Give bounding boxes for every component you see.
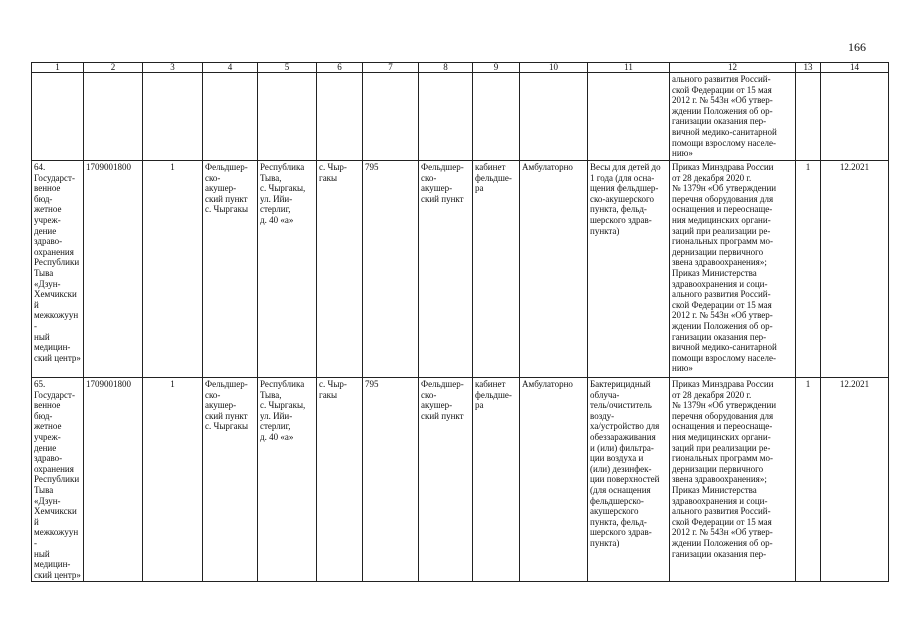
care-mode-cell: Амбулаторно bbox=[522, 379, 573, 389]
room-cell: кабинет фельдше- ра bbox=[475, 162, 512, 194]
settlement-cell: с. Чыр- гакы bbox=[319, 162, 347, 183]
column-header: 3 bbox=[143, 63, 203, 73]
column-header: 4 bbox=[203, 63, 258, 73]
column-header: 5 bbox=[258, 63, 317, 73]
equipment-table bbox=[31, 62, 889, 582]
legal-basis-cell: Приказ Минздрава России от 28 декабря 2020 г. № 1379н «Об утверждении перечня оборудования для оснащения и переоснаще- ния медицинских органи- заций при реализации ре- гиональных программ мо- дернизации первичного звена здравоохранения»; Приказ Министерства здравоохранения и соци- ального развития Россий- ской Федерации от 15 мая 2012 г. № 543н «Об утвер- ждении Положения об ор- ганизации оказания пер- вичной медико-санитарной помощи взрослому населе- нию» bbox=[672, 162, 777, 374]
date-cell: 12.2021 bbox=[839, 379, 870, 389]
count-cell: 1 bbox=[170, 379, 175, 389]
institution-name: 65. Государст- венное бюд- жетное учреж- дение здраво- охранения Республики Тыва «Дзун- Хемчикский межкожуун- ный медицин- ский центр» bbox=[34, 379, 81, 580]
column-header: 14 bbox=[821, 63, 889, 73]
table-row bbox=[32, 161, 889, 378]
column-header: 1 bbox=[32, 63, 84, 73]
column-header: 2 bbox=[84, 63, 143, 73]
room-cell: кабинет фельдше- ра bbox=[475, 379, 512, 411]
equipment-cell: Весы для детей до 1 года (для осна- щения фельдшер- ско-акушерского пункта, фельд- шерского здрав- пункта) bbox=[590, 162, 661, 236]
settlement-cell: с. Чыр- гакы bbox=[319, 379, 347, 400]
legal-basis-continuation: ального развития Россий- ской Федерации от 15 мая 2012 г. № 543н «Об утвер- ждении Положения об ор- ганизации оказания пер- вичной медико-санитарной помощи взрослому населе- нию» bbox=[672, 74, 777, 159]
address-cell: Республика Тыва, с. Чыргакы, ул. Ийи- стерлиг, д. 40 «а» bbox=[260, 162, 306, 225]
page-number: 166 bbox=[848, 40, 866, 54]
continuation-row bbox=[32, 73, 889, 161]
date-cell: 12.2021 bbox=[839, 162, 870, 172]
column-header: 6 bbox=[317, 63, 363, 73]
unit-type-cell: Фельдшер- ско- акушер- ский пункт bbox=[421, 162, 464, 204]
column-header: 9 bbox=[473, 63, 520, 73]
column-header: 12 bbox=[670, 63, 796, 73]
unit-type-cell: Фельдшер- ско- акушер- ский пункт bbox=[421, 379, 464, 421]
population-cell: 795 bbox=[365, 162, 379, 172]
code-cell: 1709001800 bbox=[86, 379, 131, 389]
quantity-cell: 1 bbox=[805, 379, 811, 389]
count-cell: 1 bbox=[170, 162, 175, 172]
institution-name: 64. Государст- венное бюд- жетное учреж- дение здраво- охранения Республики Тыва «Дзун- Хемчикский межкожуун- ный медицин- ский центр» bbox=[34, 162, 81, 363]
address-cell: Республика Тыва, с. Чыргакы, ул. Ийи- стерлиг, д. 40 «а» bbox=[260, 379, 306, 442]
column-header: 11 bbox=[588, 63, 670, 73]
population-cell: 795 bbox=[365, 379, 379, 389]
column-header: 8 bbox=[419, 63, 473, 73]
quantity-cell: 1 bbox=[805, 162, 811, 172]
unit-name: Фельдшер- ско- акушер- ский пункт с. Чыргакы bbox=[205, 162, 248, 215]
care-mode-cell: Амбулаторно bbox=[522, 162, 573, 172]
code-cell: 1709001800 bbox=[86, 162, 131, 172]
equipment-cell: Бактерицидный облуча- тель/очиститель возду- ха/устройство для обеззараживания и (или) фильтра- ции воздуха и (или) дезинфек- ции поверхностей (для оснащения фельдшерско- акушерского пункта, фельд- шерского здрав- пункта) bbox=[590, 379, 660, 548]
column-header: 7 bbox=[363, 63, 419, 73]
unit-name: Фельдшер- ско- акушер- ский пункт с. Чыргакы bbox=[205, 379, 248, 432]
column-header: 13 bbox=[796, 63, 821, 73]
table-row bbox=[32, 378, 889, 582]
legal-basis-cell: Приказ Минздрава России от 28 декабря 2020 г. № 1379н «Об утверждении перечня оборудования для оснащения и переоснаще- ния медицинских органи- заций при реализации ре- гиональных программ мо- дернизации первичного звена здравоохранения»; Приказ Министерства здравоохранения и соци- ального развития Россий- ской Федерации от 15 мая 2012 г. № 543н «Об утвер- ждении Положения об ор- ганизации оказания пер- bbox=[672, 379, 777, 559]
column-number-row bbox=[32, 63, 889, 73]
column-header: 10 bbox=[520, 63, 588, 73]
